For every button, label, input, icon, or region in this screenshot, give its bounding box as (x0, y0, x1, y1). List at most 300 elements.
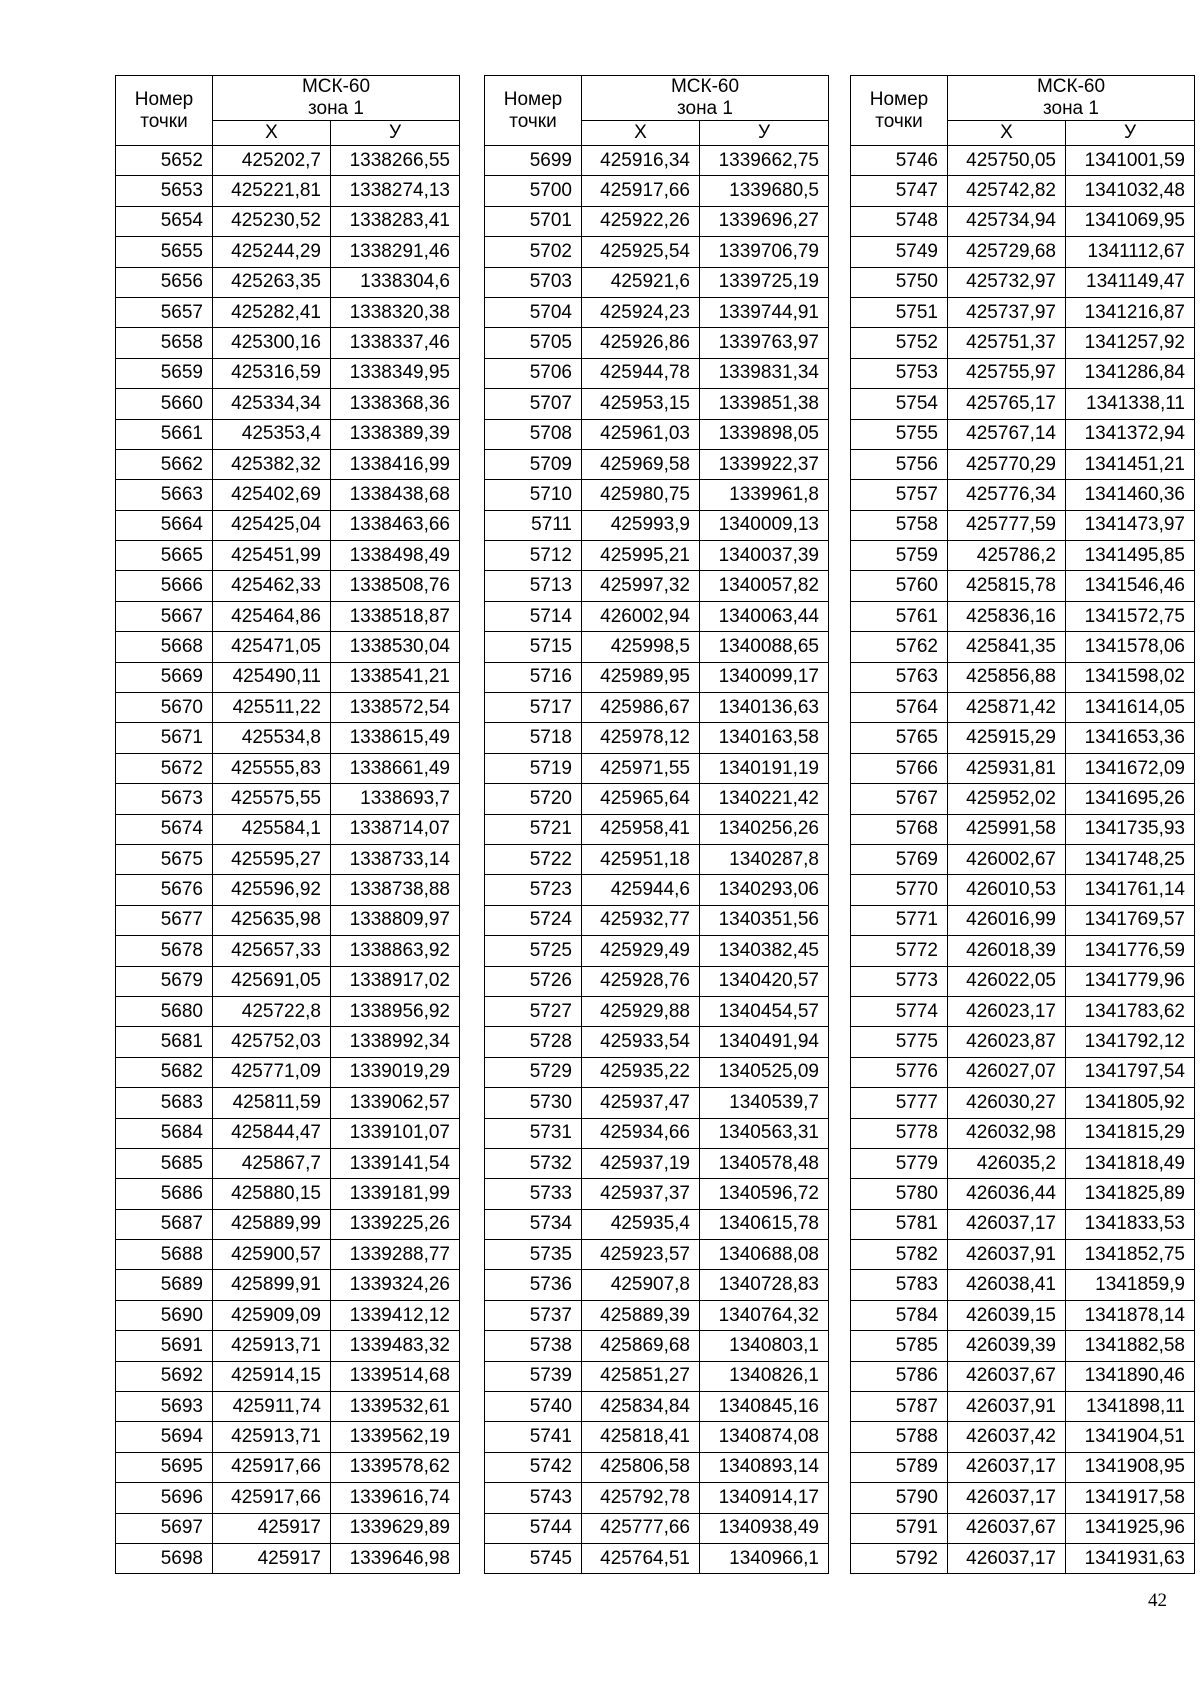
point-number-cell: 5673 (116, 784, 213, 814)
table-row (485, 1392, 829, 1422)
table-row (485, 1543, 829, 1573)
x-coordinate-cell: 425263,35 (213, 267, 331, 297)
point-number-cell: 5700 (485, 176, 582, 206)
x-coordinate-cell: 425944,6 (582, 875, 700, 905)
x-coordinate-cell: 425575,55 (213, 784, 331, 814)
y-coordinate-cell: 1341882,58 (1066, 1331, 1195, 1361)
table-row (851, 541, 1195, 571)
y-coordinate-cell: 1340938,49 (700, 1513, 829, 1543)
y-coordinate-cell: 1338337,46 (331, 328, 460, 358)
point-number-cell: 5671 (116, 723, 213, 753)
point-number-cell: 5705 (485, 328, 582, 358)
y-coordinate-cell: 1340136,63 (700, 693, 829, 723)
table-row (851, 1513, 1195, 1543)
x-coordinate-cell: 425316,59 (213, 358, 331, 388)
x-coordinate-cell: 425915,29 (948, 723, 1066, 753)
table-row (485, 1027, 829, 1057)
y-coordinate-cell: 1340037,39 (700, 541, 829, 571)
table-row (116, 875, 460, 905)
table-row (116, 1057, 460, 1087)
table-row (485, 632, 829, 662)
y-coordinate-cell: 1340221,42 (700, 784, 829, 814)
y-coordinate-cell: 1341833,53 (1066, 1209, 1195, 1239)
x-coordinate-cell: 425770,29 (948, 449, 1066, 479)
table-row (851, 510, 1195, 540)
y-coordinate-cell: 1341925,96 (1066, 1513, 1195, 1543)
table-row (485, 1300, 829, 1330)
table-row (851, 693, 1195, 723)
x-coordinate-cell: 425334,34 (213, 389, 331, 419)
x-coordinate-cell: 426037,17 (948, 1543, 1066, 1573)
table-row (116, 844, 460, 874)
point-number-cell: 5665 (116, 541, 213, 571)
point-number-cell: 5766 (851, 753, 948, 783)
y-coordinate-cell: 1340578,48 (700, 1148, 829, 1178)
point-number-cell: 5712 (485, 541, 582, 571)
x-coordinate-cell: 425806,58 (582, 1452, 700, 1482)
table-row (851, 1300, 1195, 1330)
y-coordinate-cell: 1341818,49 (1066, 1148, 1195, 1178)
y-coordinate-cell: 1340088,65 (700, 632, 829, 662)
x-coordinate-cell: 425851,27 (582, 1361, 700, 1391)
x-coordinate-cell: 425841,35 (948, 632, 1066, 662)
point-number-cell: 5732 (485, 1148, 582, 1178)
table-row (116, 571, 460, 601)
table-row (851, 1088, 1195, 1118)
y-coordinate-cell: 1340966,1 (700, 1543, 829, 1573)
point-number-cell: 5725 (485, 936, 582, 966)
table-row (851, 1179, 1195, 1209)
table-row (116, 1513, 460, 1543)
coordinate-system-header (948, 76, 1195, 121)
y-coordinate-cell: 1340009,13 (700, 510, 829, 540)
x-coordinate-cell: 425917,66 (213, 1452, 331, 1482)
x-coordinate-cell: 425734,94 (948, 206, 1066, 236)
point-number-cell: 5654 (116, 206, 213, 236)
x-coordinate-cell: 425691,05 (213, 966, 331, 996)
x-coordinate-cell: 425928,76 (582, 966, 700, 996)
y-coordinate-cell: 1341904,51 (1066, 1422, 1195, 1452)
point-number-cell: 5701 (485, 206, 582, 236)
y-coordinate-cell: 1341032,48 (1066, 176, 1195, 206)
table-row (851, 1057, 1195, 1087)
x-coordinate-cell: 426039,15 (948, 1300, 1066, 1330)
x-coordinate-cell: 426039,39 (948, 1331, 1066, 1361)
point-number-cell: 5710 (485, 480, 582, 510)
table-row (116, 1118, 460, 1148)
point-number-cell: 5760 (851, 571, 948, 601)
table-row (116, 1361, 460, 1391)
table-row (116, 784, 460, 814)
x-coordinate-cell: 426038,41 (948, 1270, 1066, 1300)
x-coordinate-cell: 425834,84 (582, 1392, 700, 1422)
x-coordinate-cell: 425958,41 (582, 814, 700, 844)
point-number-cell: 5697 (116, 1513, 213, 1543)
table-row (485, 1270, 829, 1300)
table-row (851, 1209, 1195, 1239)
y-coordinate-cell: 1340596,72 (700, 1179, 829, 1209)
table-row (116, 297, 460, 327)
y-coordinate-cell: 1339225,26 (331, 1209, 460, 1239)
point-number-cell: 5668 (116, 632, 213, 662)
x-coordinate-cell: 425911,74 (213, 1392, 331, 1422)
point-number-cell: 5754 (851, 389, 948, 419)
x-coordinate-cell: 426037,17 (948, 1452, 1066, 1482)
table-header (485, 76, 829, 146)
point-number-cell: 5663 (116, 480, 213, 510)
y-coordinate-cell: 1338992,34 (331, 1027, 460, 1057)
point-number-cell: 5717 (485, 693, 582, 723)
table-row (851, 936, 1195, 966)
y-header: У (331, 121, 460, 146)
point-number-cell: 5729 (485, 1057, 582, 1087)
y-coordinate-cell: 1341286,84 (1066, 358, 1195, 388)
table-row (851, 662, 1195, 692)
table-row (485, 693, 829, 723)
y-coordinate-cell: 1339412,12 (331, 1300, 460, 1330)
x-coordinate-cell: 425971,55 (582, 753, 700, 783)
x-coordinate-cell: 425202,7 (213, 146, 331, 176)
x-coordinate-cell: 426037,17 (948, 1483, 1066, 1513)
x-coordinate-cell: 425951,18 (582, 844, 700, 874)
y-coordinate-cell: 1341216,87 (1066, 297, 1195, 327)
table-row (851, 1118, 1195, 1148)
y-coordinate-cell: 1338661,49 (331, 753, 460, 783)
y-coordinate-cell: 1340382,45 (700, 936, 829, 966)
point-number-cell: 5676 (116, 875, 213, 905)
table-row (485, 1513, 829, 1543)
y-coordinate-cell: 1338956,92 (331, 996, 460, 1026)
y-coordinate-cell: 1338733,14 (331, 844, 460, 874)
x-coordinate-cell: 425922,26 (582, 206, 700, 236)
y-coordinate-cell: 1340803,1 (700, 1331, 829, 1361)
x-coordinate-cell: 425993,9 (582, 510, 700, 540)
x-coordinate-cell: 425933,54 (582, 1027, 700, 1057)
point-number-cell: 5749 (851, 237, 948, 267)
x-coordinate-cell: 425914,15 (213, 1361, 331, 1391)
y-coordinate-cell: 1339181,99 (331, 1179, 460, 1209)
y-coordinate-cell: 1339662,75 (700, 146, 829, 176)
y-coordinate-cell: 1340826,1 (700, 1361, 829, 1391)
x-coordinate-cell: 425451,99 (213, 541, 331, 571)
table-row (485, 875, 829, 905)
x-coordinate-cell: 425751,37 (948, 328, 1066, 358)
table-row (485, 905, 829, 935)
y-coordinate-cell: 1338416,99 (331, 449, 460, 479)
table-row (851, 1270, 1195, 1300)
table-row (851, 206, 1195, 236)
point-number-cell: 5687 (116, 1209, 213, 1239)
table-row (485, 449, 829, 479)
x-coordinate-cell: 425900,57 (213, 1240, 331, 1270)
point-number-cell: 5716 (485, 662, 582, 692)
table-row (485, 480, 829, 510)
y-coordinate-cell: 1341614,05 (1066, 693, 1195, 723)
table-header (116, 76, 460, 146)
x-coordinate-cell: 425961,03 (582, 419, 700, 449)
table-row (485, 996, 829, 1026)
point-number-cell: 5772 (851, 936, 948, 966)
x-coordinate-cell: 425244,29 (213, 237, 331, 267)
y-coordinate-cell: 1340874,08 (700, 1422, 829, 1452)
table-row (485, 1240, 829, 1270)
x-coordinate-cell: 425777,59 (948, 510, 1066, 540)
x-coordinate-cell: 426002,67 (948, 844, 1066, 874)
y-coordinate-cell: 1340293,06 (700, 875, 829, 905)
y-coordinate-cell: 1339141,54 (331, 1148, 460, 1178)
point-number-cell: 5756 (851, 449, 948, 479)
point-number-cell: 5679 (116, 966, 213, 996)
x-coordinate-cell: 425230,52 (213, 206, 331, 236)
y-coordinate-cell: 1341001,59 (1066, 146, 1195, 176)
x-coordinate-cell: 425595,27 (213, 844, 331, 874)
system-label: МСК-60 (670, 76, 740, 97)
y-coordinate-cell: 1341852,75 (1066, 1240, 1195, 1270)
y-coordinate-cell: 1338572,54 (331, 693, 460, 723)
point-number-cell: 5692 (116, 1361, 213, 1391)
point-number-cell: 5738 (485, 1331, 582, 1361)
table-row (485, 1422, 829, 1452)
table-row (485, 936, 829, 966)
point-number-cell: 5689 (116, 1270, 213, 1300)
point-number-cell: 5722 (485, 844, 582, 874)
y-coordinate-cell: 1340057,82 (700, 571, 829, 601)
x-coordinate-cell: 425382,32 (213, 449, 331, 479)
y-coordinate-cell: 1338266,55 (331, 146, 460, 176)
y-coordinate-cell: 1339680,5 (700, 176, 829, 206)
table-row (485, 571, 829, 601)
y-coordinate-cell: 1340525,09 (700, 1057, 829, 1087)
y-coordinate-cell: 1338530,04 (331, 632, 460, 662)
coordinates-table-1 (115, 75, 460, 1574)
x-coordinate-cell: 425980,75 (582, 480, 700, 510)
table-row (116, 206, 460, 236)
y-coordinate-cell: 1340563,31 (700, 1118, 829, 1148)
point-number-cell: 5681 (116, 1027, 213, 1057)
point-number-cell: 5653 (116, 176, 213, 206)
x-coordinate-cell: 425464,86 (213, 601, 331, 631)
x-coordinate-cell: 425935,4 (582, 1209, 700, 1239)
table-row (485, 297, 829, 327)
point-number-cell: 5703 (485, 267, 582, 297)
point-number-cell: 5761 (851, 601, 948, 631)
header-point-label: Номер точки (869, 88, 929, 132)
system-label: МСК-60 (1036, 76, 1106, 97)
table-row (116, 267, 460, 297)
point-number-cell: 5708 (485, 419, 582, 449)
y-coordinate-cell: 1341672,09 (1066, 753, 1195, 783)
y-coordinate-cell: 1341257,92 (1066, 328, 1195, 358)
y-coordinate-cell: 1341546,46 (1066, 571, 1195, 601)
point-number-cell: 5669 (116, 662, 213, 692)
x-coordinate-cell: 425921,6 (582, 267, 700, 297)
point-number-cell: 5702 (485, 237, 582, 267)
x-coordinate-cell: 426032,98 (948, 1118, 1066, 1148)
table-row (485, 662, 829, 692)
x-coordinate-cell: 425869,68 (582, 1331, 700, 1361)
point-number-cell: 5657 (116, 297, 213, 327)
point-number-cell: 5659 (116, 358, 213, 388)
y-coordinate-cell: 1339646,98 (331, 1543, 460, 1573)
point-number-cell: 5752 (851, 328, 948, 358)
y-coordinate-cell: 1340914,17 (700, 1483, 829, 1513)
table-row (485, 389, 829, 419)
table-row (116, 723, 460, 753)
x-coordinate-cell: 425978,12 (582, 723, 700, 753)
point-number-cell: 5781 (851, 1209, 948, 1239)
x-coordinate-cell: 425899,91 (213, 1270, 331, 1300)
zone-label: зона 1 (677, 98, 733, 119)
y-coordinate-cell: 1341797,54 (1066, 1057, 1195, 1087)
point-number-header (851, 76, 948, 146)
y-coordinate-cell: 1338714,07 (331, 814, 460, 844)
table-row (485, 1331, 829, 1361)
table-row (485, 601, 829, 631)
x-coordinate-cell: 425732,97 (948, 267, 1066, 297)
y-coordinate-cell: 1341825,89 (1066, 1179, 1195, 1209)
y-coordinate-cell: 1339831,34 (700, 358, 829, 388)
y-coordinate-cell: 1339562,19 (331, 1422, 460, 1452)
table-row (116, 1452, 460, 1482)
x-coordinate-cell: 425471,05 (213, 632, 331, 662)
point-number-cell: 5779 (851, 1148, 948, 1178)
y-coordinate-cell: 1339483,32 (331, 1331, 460, 1361)
table-row (116, 419, 460, 449)
x-coordinate-cell: 425818,41 (582, 1422, 700, 1452)
y-coordinate-cell: 1341769,57 (1066, 905, 1195, 935)
y-coordinate-cell: 1339725,19 (700, 267, 829, 297)
y-coordinate-cell: 1340688,08 (700, 1240, 829, 1270)
y-coordinate-cell: 1339101,07 (331, 1118, 460, 1148)
table-row (851, 1452, 1195, 1482)
point-number-cell: 5713 (485, 571, 582, 601)
x-coordinate-cell: 426023,87 (948, 1027, 1066, 1057)
x-coordinate-cell: 425997,32 (582, 571, 700, 601)
y-coordinate-cell: 1339288,77 (331, 1240, 460, 1270)
point-number-cell: 5771 (851, 905, 948, 935)
x-coordinate-cell: 425998,5 (582, 632, 700, 662)
table-row (116, 1422, 460, 1452)
table-row (851, 571, 1195, 601)
x-coordinate-cell: 425765,17 (948, 389, 1066, 419)
table-row (116, 1300, 460, 1330)
x-coordinate-cell: 425913,71 (213, 1331, 331, 1361)
x-coordinate-cell: 425511,22 (213, 693, 331, 723)
x-coordinate-cell: 425282,41 (213, 297, 331, 327)
table-row (116, 1270, 460, 1300)
table-row (116, 1392, 460, 1422)
x-coordinate-cell: 425811,59 (213, 1088, 331, 1118)
point-number-cell: 5757 (851, 480, 948, 510)
table-row (116, 449, 460, 479)
table-row (116, 1543, 460, 1573)
y-coordinate-cell: 1338615,49 (331, 723, 460, 753)
point-number-header (116, 76, 213, 146)
table-row (116, 1240, 460, 1270)
y-coordinate-cell: 1341695,26 (1066, 784, 1195, 814)
y-coordinate-cell: 1340099,17 (700, 662, 829, 692)
point-number-cell: 5658 (116, 328, 213, 358)
page-number: 42 (1148, 1590, 1167, 1611)
y-coordinate-cell: 1341338,11 (1066, 389, 1195, 419)
y-coordinate-cell: 1339532,61 (331, 1392, 460, 1422)
point-number-cell: 5675 (116, 844, 213, 874)
point-number-cell: 5678 (116, 936, 213, 966)
table-row (485, 176, 829, 206)
point-number-cell: 5745 (485, 1543, 582, 1573)
y-coordinate-cell: 1339851,38 (700, 389, 829, 419)
x-coordinate-cell: 426018,39 (948, 936, 1066, 966)
x-coordinate-cell: 425952,02 (948, 784, 1066, 814)
x-coordinate-cell: 425534,8 (213, 723, 331, 753)
x-coordinate-cell: 425635,98 (213, 905, 331, 935)
x-coordinate-cell: 425925,54 (582, 237, 700, 267)
x-coordinate-cell: 426035,2 (948, 1148, 1066, 1178)
point-number-cell: 5778 (851, 1118, 948, 1148)
point-number-cell: 5706 (485, 358, 582, 388)
table-row (116, 662, 460, 692)
table-row (485, 1361, 829, 1391)
x-coordinate-cell: 425844,47 (213, 1118, 331, 1148)
point-number-cell: 5672 (116, 753, 213, 783)
system-label: МСК-60 (301, 76, 371, 97)
point-number-cell: 5696 (116, 1483, 213, 1513)
point-number-cell: 5790 (851, 1483, 948, 1513)
table-row (485, 358, 829, 388)
y-coordinate-cell: 1339706,79 (700, 237, 829, 267)
table-row (851, 267, 1195, 297)
point-number-header (485, 76, 582, 146)
x-coordinate-cell: 425932,77 (582, 905, 700, 935)
x-coordinate-cell: 425764,51 (582, 1543, 700, 1573)
table-row (851, 996, 1195, 1026)
point-number-cell: 5792 (851, 1543, 948, 1573)
y-coordinate-cell: 1340063,44 (700, 601, 829, 631)
y-coordinate-cell: 1341890,46 (1066, 1361, 1195, 1391)
table-row (116, 1209, 460, 1239)
y-coordinate-cell: 1340491,94 (700, 1027, 829, 1057)
table-row (851, 176, 1195, 206)
y-coordinate-cell: 1338320,38 (331, 297, 460, 327)
table-row (485, 1452, 829, 1482)
point-number-cell: 5777 (851, 1088, 948, 1118)
x-coordinate-cell: 425300,16 (213, 328, 331, 358)
point-number-cell: 5784 (851, 1300, 948, 1330)
table-row (116, 389, 460, 419)
x-coordinate-cell: 425750,05 (948, 146, 1066, 176)
table-row (116, 176, 460, 206)
x-coordinate-cell: 425657,33 (213, 936, 331, 966)
point-number-cell: 5780 (851, 1179, 948, 1209)
x-coordinate-cell: 426037,91 (948, 1392, 1066, 1422)
x-header: X (213, 121, 331, 146)
x-coordinate-cell: 425555,83 (213, 753, 331, 783)
y-coordinate-cell: 1338389,39 (331, 419, 460, 449)
x-coordinate-cell: 426037,91 (948, 1240, 1066, 1270)
y-coordinate-cell: 1339744,91 (700, 297, 829, 327)
x-coordinate-cell: 425929,88 (582, 996, 700, 1026)
x-coordinate-cell: 425402,69 (213, 480, 331, 510)
table-row (116, 1179, 460, 1209)
table-row (851, 146, 1195, 176)
point-number-cell: 5694 (116, 1422, 213, 1452)
table-row (116, 1088, 460, 1118)
point-number-cell: 5785 (851, 1331, 948, 1361)
point-number-cell: 5731 (485, 1118, 582, 1148)
table-row (485, 784, 829, 814)
table-row (485, 206, 829, 236)
x-header: X (948, 121, 1066, 146)
